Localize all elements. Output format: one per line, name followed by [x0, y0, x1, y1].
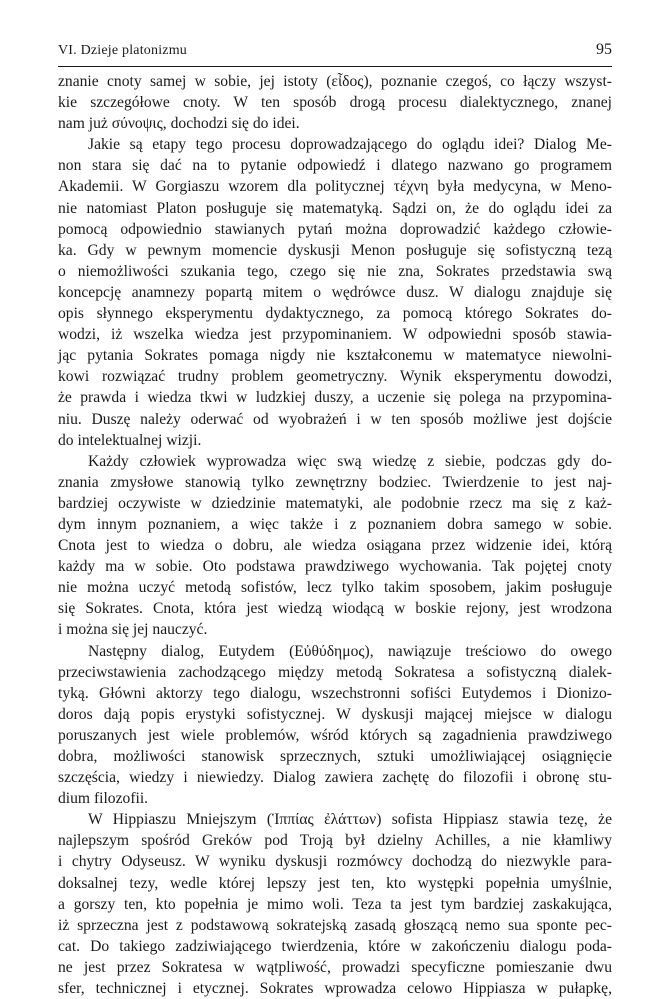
- header-rule: [58, 66, 612, 67]
- text-line: dym innym poznaniem, a więc także i z poznaniem dobra samego w sobie.: [58, 515, 612, 533]
- running-header: [58, 39, 612, 63]
- text-line: się Sokrates. Cnota, która jest wiedzą wiodącą w boskie rejony, jest wrodzona: [58, 600, 612, 618]
- text-line: nam już σύνοψις, dochodzi się do idei.: [58, 115, 300, 133]
- text-line: bardziej oczywiste w dziedzinie matematyki, ale podobnie rzecz ma się z każ-: [58, 494, 612, 512]
- text-line: szczęścia, wiedzy i niewiedzy. Dialog zawiera zachętę do filozofii i obronę stu-: [58, 769, 612, 787]
- text-line: najlepszym spośród Greków pod Troją był dzielny Achilles, a nie kłamliwy: [58, 832, 612, 850]
- text-line: niu. Duszę należy oderwać od wyobrażeń i w ten sposób możliwe jest dojście: [58, 410, 612, 428]
- text-line: opis słynnego eksperymentu dydaktycznego, za pomocą którego Sokrates do-: [58, 305, 612, 323]
- text-line: o niemożliwości szukania tego, czego się nie zna, Sokrates przedstawia swą: [58, 262, 612, 280]
- text-line: ne jest przez Sokratesa w wątpliwość, prowadzi specyficzne pomieszanie dwu: [58, 958, 612, 976]
- text-line: doros dają popis erystyki sofistycznej. W dyskusji mającej miejsce w dialogu: [58, 705, 612, 723]
- text-line: i można się jej nauczyć.: [58, 621, 208, 639]
- text-line: jąc pytania Sokrates pomaga nigdy nie kształconemu w matematyce niewolni-: [58, 347, 612, 365]
- body-text: [58, 71, 612, 999]
- text-line: doksalnej tezy, wedle której lepszy jest ten, kto występki popełnia umyślnie,: [58, 874, 612, 892]
- text-line: Każdy człowiek wyprowadza więc swą wiedzę z siebie, podczas gdy do-: [88, 452, 612, 470]
- text-line: kie szczegółowe cnoty. W ten sposób drogą procesu dialektycznego, znanej: [58, 94, 612, 112]
- text-line: Jakie są etapy tego procesu doprowadzającego do oglądu idei? Dialog Me-: [88, 136, 612, 154]
- text-line: dobra, możliwości stanowisk sprzecznych, sztuki umożliwiającej osiągnięcie: [58, 748, 612, 765]
- text-line: znanie cnoty samej w sobie, jej istoty (εἶδος), poznanie czegoś, co łączy wszyst-: [58, 73, 612, 90]
- text-line: Cnota jest to wiedza o dobru, ale wiedza osiągana przez widzenie idei, którą: [58, 537, 612, 555]
- text-line: każdy ma w sobie. Oto podstawa prawdziwego wychowania. Tak pojętej cnoty: [58, 558, 612, 576]
- text-line: dium filozofii.: [58, 790, 149, 808]
- text-line: W Hippiaszu Mniejszym (Ἱππίας ἐλάττων) sofista Hippiasz stawia tezę, że: [88, 811, 612, 829]
- text-line: a gorszy ten, kto popełnia je mimo woli. Teza ta jest tym bardziej zaskakująca,: [58, 895, 612, 913]
- text-line: sfer, technicznej i etycznej. Sokrates wprowadza celowo Hippiasza w pułapkę,: [58, 980, 612, 998]
- text-line: Następny dialog, Eutydem (Εὐθύδημος), nawiązuje treściowo do owego: [88, 642, 612, 660]
- text-line: iż sprzeczna jest z podstawową sokratejską zasadą głoszącą nemo sua sponte pec-: [58, 916, 612, 934]
- text-line: że prawda i wiedza tkwi w ludzkiej duszy, a uczenie się polega na przypomina-: [58, 389, 612, 407]
- text-line: do intelektualnej wizji.: [58, 431, 202, 449]
- text-line: wodzi, iż wszelka wiedza jest przypominaniem. W odpowiedni sposób stawia-: [58, 326, 612, 344]
- text-line: kowi rozwiązać trudny problem geometryczny. Wynik eksperymentu dowodzi,: [58, 368, 612, 386]
- text-line: nie natomiast Platon posługuje się matematyką. Sądzi on, że do oglądu idei za: [58, 199, 612, 217]
- text-line: nie można uczyć metodą sofistów, lecz tylko takim sposobem, jakim posługuje: [58, 579, 612, 597]
- text-line: cat. Do takiego zadziwiającego twierdzenia, które w zakończeniu dialogu poda-: [58, 937, 612, 955]
- text-line: poruszanych jest wiele problemów, wśród których są zagadnienia prawdziwego: [58, 726, 612, 744]
- text-line: non stara się dać na to pytanie odpowiedź i dlatego nazwano go programem: [58, 157, 612, 175]
- text-line: ka. Gdy w pewnym momencie dyskusji Menon posługuje się sofistyczną tezą: [58, 241, 612, 259]
- text-line: koncepcję anamnezy popartą mitem o wędrówce dusz. W dialogu znajduje się: [58, 283, 612, 301]
- page-number: 95: [596, 41, 612, 58]
- text-line: przeciwstawienia zachodzącego między metodą Sokratesa a sofistyczną dialek-: [58, 663, 612, 681]
- chapter-title: VI. Dzieje platonizmu: [58, 43, 187, 58]
- text-line: tyką. Główni aktorzy tego dialogu, wszechstronni sofiści Eutydemos i Dionizo-: [58, 684, 612, 702]
- text-line: i chytry Odyseusz. W wyniku dyskusji rozmówcy dochodzą do niezwykle para-: [58, 853, 612, 871]
- text-line: pomocą odpowiednio stawianych pytań można doprowadzić każdego człowie-: [58, 220, 612, 238]
- text-line: Akademii. W Gorgiaszu wzorem dla politycznej τέχνη była medycyna, w Meno-: [58, 178, 612, 196]
- text-line: znania zmysłowe stanowią tylko zewnętrzny bodziec. Twierdzenie to jest naj-: [58, 473, 612, 491]
